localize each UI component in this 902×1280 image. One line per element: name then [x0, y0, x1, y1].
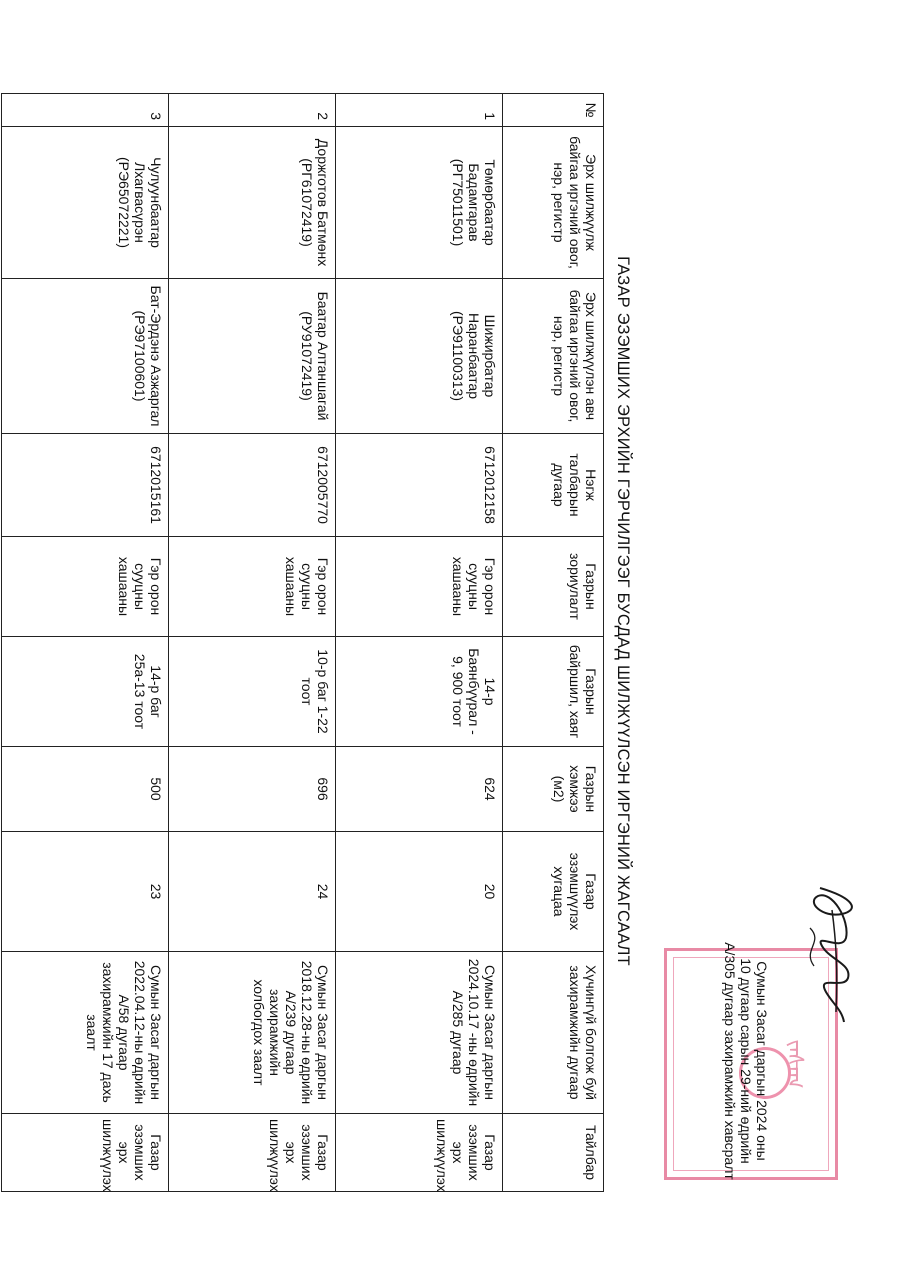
- cell-decree: Сумын Засаг даргын 2018.12.28-ны өдрийн А/239 дугаар захирамжийн холбогдох заалт: [169, 952, 336, 1114]
- cell-purpose: Гэр орон сууцны хашааны: [336, 537, 503, 637]
- header-to: Эрх шилжүүлэн авч байгаа иргэний овог, нэр, регистр: [503, 279, 604, 434]
- header-address: Газрын байршил, хаяг: [503, 637, 604, 747]
- header-parcel: Нэгж талбарын дугаар: [503, 434, 604, 537]
- cell-no: 1: [336, 94, 503, 127]
- cell-to: Шижирбатар Наранбаатар (РЭ91100313): [336, 279, 503, 434]
- cell-note: Газар эзэмших эрх шилжүүлэх: [169, 1114, 336, 1192]
- cell-area: 500: [2, 747, 169, 832]
- header-from: Эрх шилжүүлж байгаа иргэний овог, нэр, регистр: [503, 127, 604, 279]
- approval-note: [722, 896, 770, 1226]
- cell-parcel: 6712015161: [2, 434, 169, 537]
- header-area: Газрын хэмжээ (м2): [503, 747, 604, 832]
- header-decree: Хүчингүй болгож буй захирамжийн дугаар: [503, 952, 604, 1114]
- header-purpose: Газрын зориулалт: [503, 537, 604, 637]
- seal-text: ᠵᠠᠰᠠᠭ: [782, 1039, 807, 1089]
- cell-purpose: Гэр орон сууцны хашааны: [169, 537, 336, 637]
- header-term: Газар эзэмшүүлэх хугацаа: [503, 832, 604, 952]
- cell-term: 20: [336, 832, 503, 952]
- cell-purpose: Гэр орон сууцны хашааны: [2, 537, 169, 637]
- approval-line-3: А/305 дугаар захирамжийн хавсралт: [722, 942, 738, 1180]
- table-row: [336, 94, 503, 1192]
- header-note: Тайлбар: [503, 1114, 604, 1192]
- transfer-list-table: [1, 93, 604, 1192]
- cell-no: 2: [169, 94, 336, 127]
- cell-area: 696: [169, 747, 336, 832]
- cell-from: Чулуунбаатар Лхагвасүрэн (РЭ65072221): [2, 127, 169, 279]
- cell-from: Төмөрбаатар Бадамгарав (РГ75011501): [336, 127, 503, 279]
- table-row: [169, 94, 336, 1192]
- cell-note: Газар эзэмших эрх шилжүүлэх: [336, 1114, 503, 1192]
- cell-to: Бат-Эрдэнэ Азжаргал (РЭ97100601): [2, 279, 169, 434]
- cell-term: 23: [2, 832, 169, 952]
- handwritten-signature: [794, 880, 872, 1030]
- table-row: [2, 94, 169, 1192]
- header-no: №: [503, 94, 604, 127]
- cell-to: Баатар Алтаншагай (РУ91072419): [169, 279, 336, 434]
- cell-address: 10-р баг 1-22 тоот: [169, 637, 336, 747]
- cell-note: Газар эзэмших эрх шилжүүлэх: [2, 1114, 169, 1192]
- cell-parcel: 6712005770: [169, 434, 336, 537]
- cell-term: 24: [169, 832, 336, 952]
- cell-from: Доржготов Батмөнх (РГ61072419): [169, 127, 336, 279]
- document-title: ГАЗАР ЭЗЭМШИХ ЭРХИЙН ГЭРЧИЛГЭЭГ БУСДАД ШИЛЖҮҮЛСЭН ИРГЭНИЙ ЖАГСААЛТ: [614, 256, 632, 966]
- cell-address: 14-р баг 25а-13 тоот: [2, 637, 169, 747]
- cell-decree: Сумын Засаг даргын 2022.04.12-ны өдрийн А/58 дугаар захирамжийн 17 дахь заалт: [2, 952, 169, 1114]
- cell-no: 3: [2, 94, 169, 127]
- cell-area: 624: [336, 747, 503, 832]
- cell-parcel: 6712012158: [336, 434, 503, 537]
- approval-line-1: Сумын Засаг даргын 2024 оны: [754, 961, 770, 1161]
- cell-decree: Сумын Засаг даргын 2024.10.17 -ны өдрийн А/285 дугаар: [336, 952, 503, 1114]
- table-header-row: [503, 94, 604, 1192]
- approval-line-2: 10 дугаар сарын 29-ний өдрийн: [738, 958, 754, 1164]
- cell-address: 14-р Баянбүүрал - 9, 900 тоот: [336, 637, 503, 747]
